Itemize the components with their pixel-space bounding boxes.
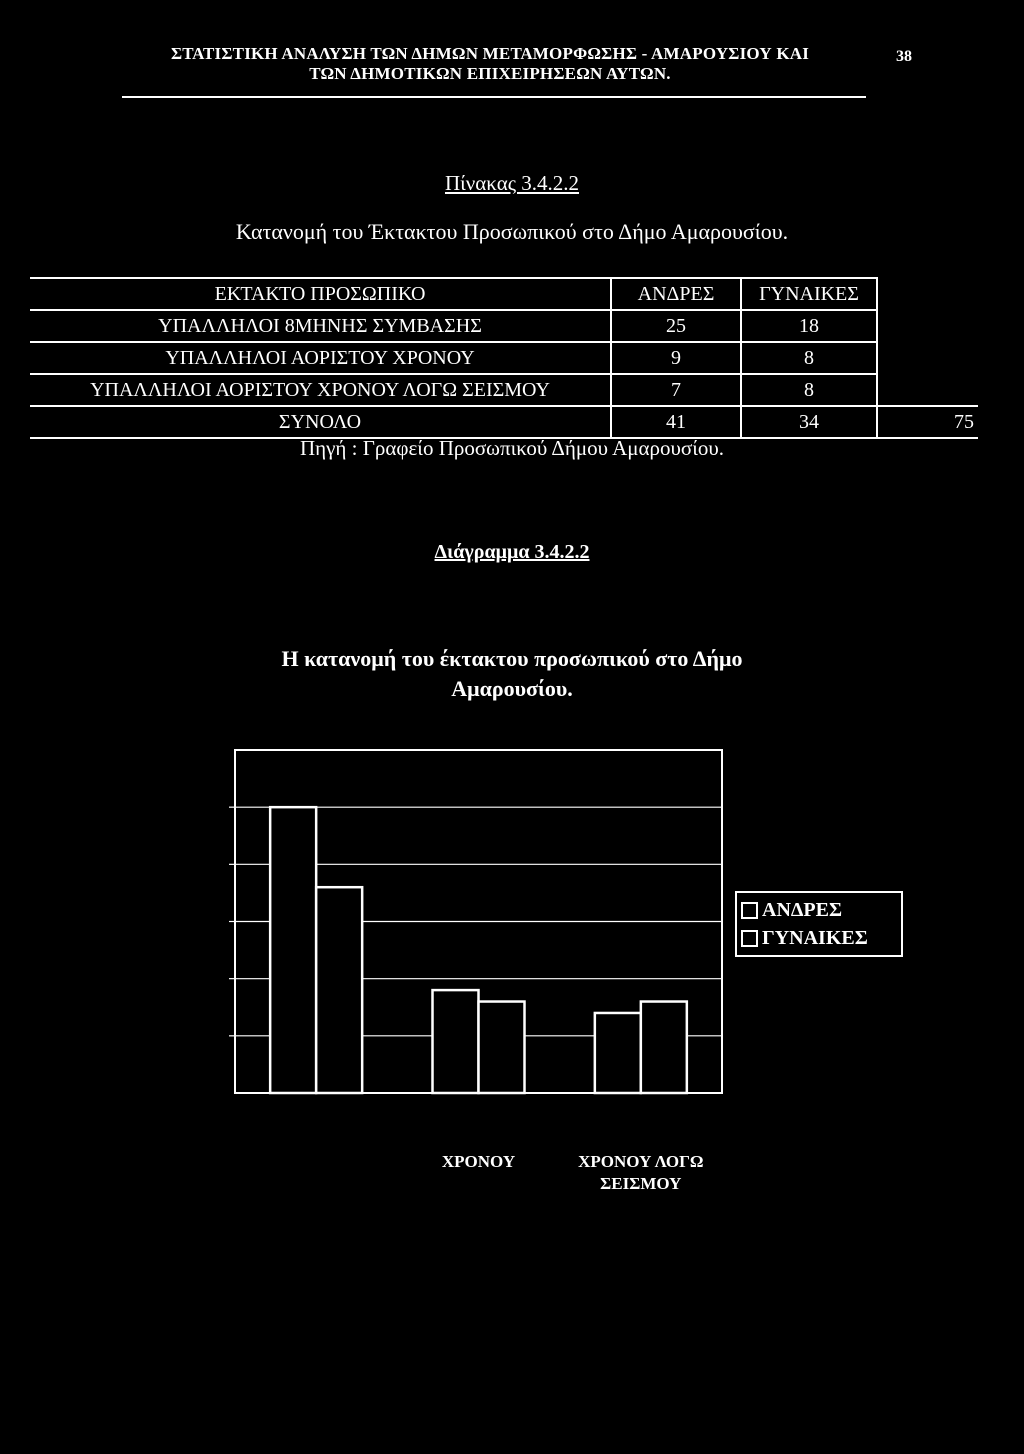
total-men: 41 — [611, 406, 741, 438]
bar-men-2 — [595, 1013, 641, 1093]
row-women: 8 — [741, 342, 877, 374]
bar-men-1 — [433, 990, 479, 1093]
legend-item-women — [741, 924, 897, 952]
chart-title-line-1: Η κατανομή του έκτακτου προσωπικού στο Δήμο — [281, 646, 743, 671]
bar-women-2 — [641, 1002, 687, 1093]
chart-title-line-2: Αμαρουσίου. — [451, 676, 573, 701]
row-label: ΥΠΑΛΛΗΛΟΙ 8ΜΗΝΗΣ ΣΥΜΒΑΣΗΣ — [30, 310, 611, 342]
page-number: 38 — [896, 48, 912, 65]
row-label: ΥΠΑΛΛΗΛΟΙ ΑΟΡΙΣΤΟΥ ΧΡΟΝΟΥ ΛΟΓΩ ΣΕΙΣΜΟΥ — [30, 374, 611, 406]
x-tick-label — [389, 1151, 569, 1173]
legend-swatch-men — [741, 902, 758, 919]
col-header-women: ΓΥΝΑΙΚΕΣ — [741, 278, 877, 310]
table-source: Πηγή : Γραφείο Προσωπικού Δήμου Αμαρουσίου. — [299, 436, 724, 460]
legend-label-women: ΓΥΝΑΙΚΕΣ — [762, 927, 868, 949]
legend-item-men — [741, 896, 897, 924]
chart-legend — [735, 891, 903, 957]
col-header-men: ΑΝΔΡΕΣ — [611, 278, 741, 310]
bar-women-1 — [479, 1002, 525, 1093]
row-men: 7 — [611, 374, 741, 406]
legend-swatch-women — [741, 930, 758, 947]
chart-heading: Διάγραμμα 3.4.2.2 — [434, 541, 590, 563]
grand-total: 75 — [877, 406, 978, 438]
x-tick-label — [551, 1151, 731, 1195]
row-men: 25 — [611, 310, 741, 342]
bar-women-0 — [316, 887, 362, 1093]
table-heading: Πίνακας 3.4.2.2 — [444, 171, 580, 195]
col-header-category: ΕΚΤΑΚΤΟ ΠΡΟΣΩΠΙΚΟ — [30, 278, 611, 310]
x-tick-label-line: ΧΡΟΝΟΥ — [441, 1152, 516, 1171]
x-tick-label-line: ΧΡΟΝΟΥ ΛΟΓΩ — [578, 1152, 704, 1171]
header-title-line-1: ΣΤΑΤΙΣΤΙΚΗ ΑΝΑΛΥΣΗ ΤΩΝ ΔΗΜΩΝ ΜΕΤΑΜΟΡΦΩΣΗΣ - ΑΜΑΡΟΥΣΙΟΥ ΚΑΙ — [170, 44, 810, 63]
row-women: 18 — [741, 310, 877, 342]
x-tick-label-line: ΣΕΙΣΜΟΥ — [600, 1174, 682, 1193]
bar-men-0 — [270, 807, 316, 1093]
total-label: ΣΥΝΟΛΟ — [30, 406, 611, 438]
row-men: 9 — [611, 342, 741, 374]
table-caption: Κατανομή του Έκτακτου Προσωπικού στο Δήμο Αμαρουσίου. — [235, 219, 789, 244]
legend-label-men: ΑΝΔΡΕΣ — [762, 899, 843, 921]
row-women: 8 — [741, 374, 877, 406]
row-label: ΥΠΑΛΛΗΛΟΙ ΑΟΡΙΣΤΟΥ ΧΡΟΝΟΥ — [30, 342, 611, 374]
total-women: 34 — [741, 406, 877, 438]
header-title-line-2: ΤΩΝ ΔΗΜΟΤΙΚΩΝ ΕΠΙΧΕΙΡΗΣΕΩΝ ΑΥΤΩΝ. — [309, 64, 671, 83]
